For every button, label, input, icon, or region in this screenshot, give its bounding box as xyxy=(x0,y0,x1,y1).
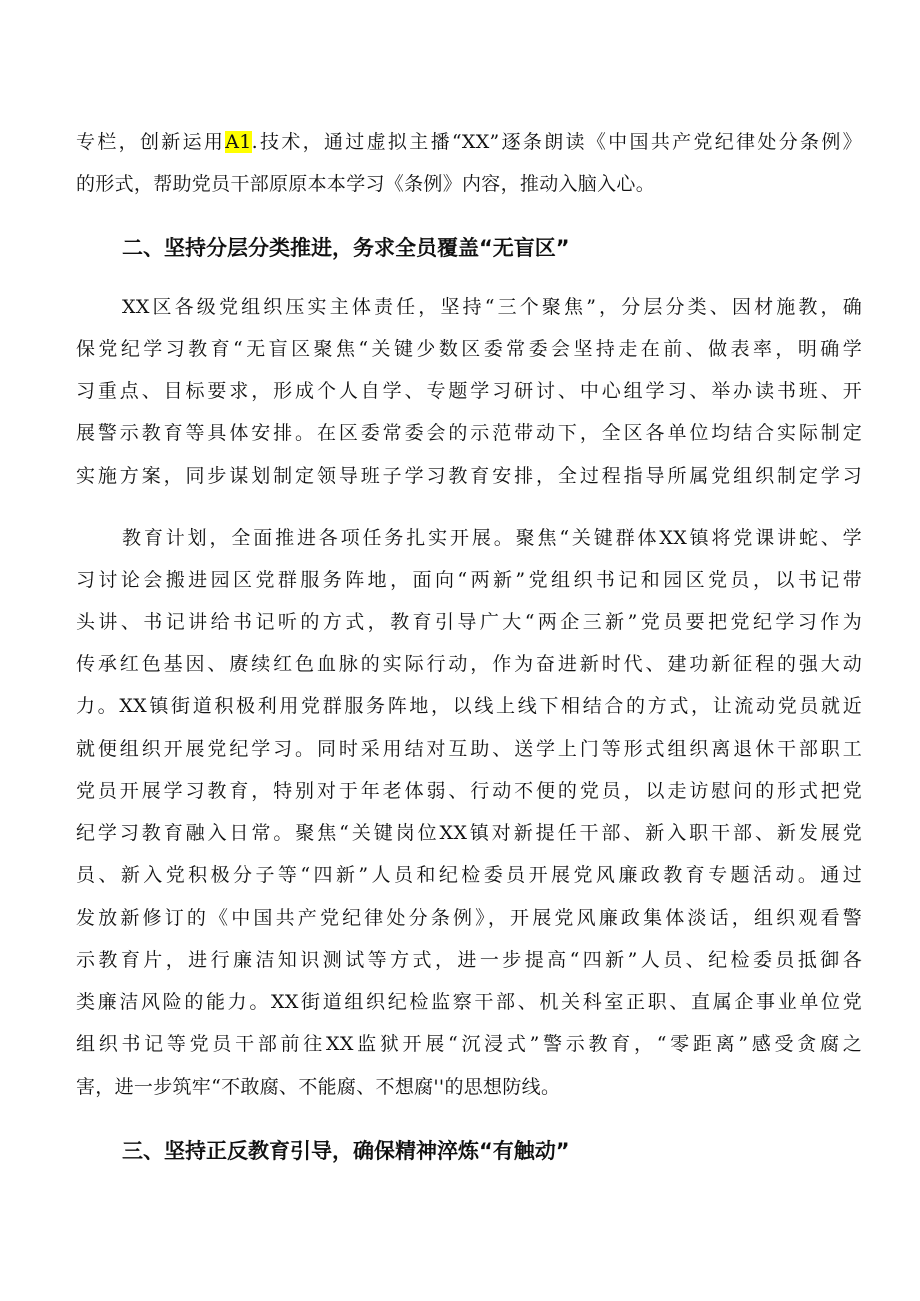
section-heading-3: 三、坚持正反教育引导，确保精神淬炼“有触动” xyxy=(122,1139,570,1163)
paragraph-3-line-13: 组织书记等党员干部前往XX监狱开展“沉浸式”警示教育，“零距离”感受贪腐之 xyxy=(76,1033,862,1055)
paragraph-2-line-1: XX区各级党组织压实主体责任，坚持“三个聚焦”，分层分类、因材施教，确 xyxy=(122,296,862,318)
paragraph-1-line-2: 的形式，帮助党员干部原原本本学习《条例》内容，推动入脑入心。 xyxy=(76,173,656,195)
paragraph-2-line-2: 保党纪学习教育“无盲区聚焦“关键少数区委常委会坚持走在前、做表率，明确学 xyxy=(76,338,862,360)
section-heading-2: 二、坚持分层分类推进，务求全员覆盖“无盲区” xyxy=(122,236,570,260)
paragraph-3-line-10: 发放新修订的《中国共产党纪律处分条例》，开展党风廉政集体淡话，组织观看警 xyxy=(76,907,862,929)
paragraph-3-line-7: 党员开展学习教育，特别对于年老体弱、行动不便的党员，以走访慰问的形式把党 xyxy=(76,780,862,802)
paragraph-1-line-1-text-before: 专栏，创新运用 xyxy=(76,131,226,153)
paragraph-2-line-5: 实施方案，同步谋划制定领导班子学习教育安排，全过程指导所属党组织制定学习 xyxy=(76,465,862,487)
paragraph-1-line-1-text-after: .技术，通过虚拟主播“XX”逐条朗读《中国共产党纪律处分条例》 xyxy=(251,131,862,153)
paragraph-3-line-6: 就便组织开展党纪学习。同时采用结对互助、送学上门等形式组织离退休干部职工 xyxy=(76,738,862,760)
paragraph-3-line-11: 示教育片，进行廉洁知识测试等方式，进一步提高“四新”人员、纪检委员抵御各 xyxy=(76,949,862,971)
paragraph-3-line-9: 员、新入党积极分子等“四新”人员和纪检委员开展党风廉政教育专题活动。通过 xyxy=(76,864,862,886)
paragraph-3-line-2: 习讨论会搬进园区党群服务阵地，面向“两新”党组织书记和园区党员，以书记带 xyxy=(76,569,862,591)
paragraph-3-line-5: 力。XX镇街道积极利用党群服务阵地，以线上线下相结合的方式，让流动党员就近 xyxy=(76,695,862,717)
paragraph-2-line-4: 展警示教育等具体安排。在区委常委会的示范带动下，全区各单位均结合实际制定 xyxy=(76,422,862,444)
paragraph-1-line-1 xyxy=(76,124,862,160)
highlighted-text: A1 xyxy=(225,131,252,153)
paragraph-3-line-14: 害，进一步筑牢“不敢腐、不能腐、不想腐''的思想防线。 xyxy=(76,1076,561,1098)
paragraph-2-line-3: 习重点、目标要求，形成个人自学、专题学习研讨、中心组学习、举办读书班、开 xyxy=(76,380,862,402)
paragraph-3-line-1: 教育计划，全面推进各项任务扎实开展。聚焦“关键群体XX镇将党课讲蛇、学 xyxy=(122,527,862,549)
paragraph-3-line-3: 头讲、书记讲给书记听的方式，教育引导广大“两企三新”党员要把党纪学习作为 xyxy=(76,611,862,633)
paragraph-3-line-4: 传承红色基因、赓续红色血脉的实际行动，作为奋进新时代、建功新征程的强大动 xyxy=(76,653,862,675)
paragraph-3-line-12: 类廉洁风险的能力。XX街道组织纪检监察干部、机关科室正职、直属企事业单位党 xyxy=(76,991,862,1013)
paragraph-3-line-8: 纪学习教育融入日常。聚焦“关键岗位XX镇对新提任干部、新入职干部、新发展党 xyxy=(76,822,862,844)
